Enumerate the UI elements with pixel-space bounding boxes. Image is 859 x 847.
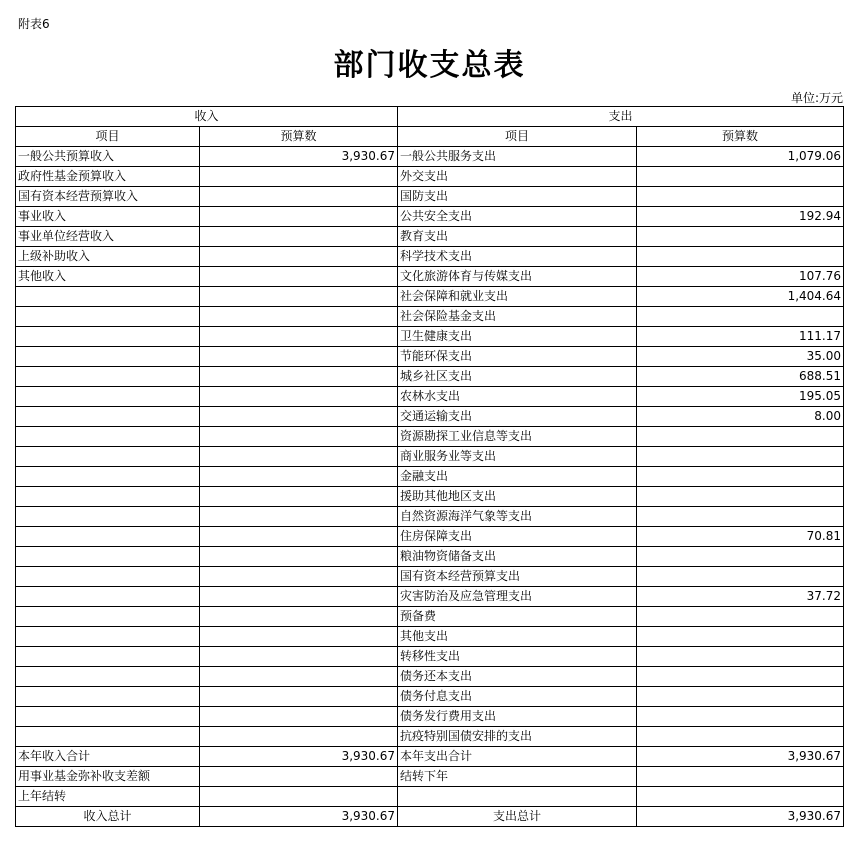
annex-label: 附表6 — [18, 17, 50, 31]
income-total-amount: 3,930.67 — [200, 807, 398, 827]
income-item-cell: 国有资本经营预算收入 — [16, 187, 200, 207]
expense-amount-cell: 1,404.64 — [637, 287, 844, 307]
expense-amount-cell — [637, 447, 844, 467]
income-amount-cell — [200, 647, 398, 667]
expense-amount-cell — [637, 247, 844, 267]
income-item-cell — [16, 707, 200, 727]
table-row — [16, 647, 844, 667]
income-item-cell — [16, 667, 200, 687]
expense-item-cell: 节能环保支出 — [398, 347, 637, 367]
expense-item-cell: 文化旅游体育与传媒支出 — [398, 267, 637, 287]
income-item-cell — [16, 387, 200, 407]
income-item-cell — [16, 487, 200, 507]
income-amount-cell — [200, 727, 398, 747]
table-row — [16, 507, 844, 527]
carry-over-row — [16, 787, 844, 807]
expense-item-cell: 债务还本支出 — [398, 667, 637, 687]
expense-amount-cell: 1,079.06 — [637, 147, 844, 167]
table-row — [16, 187, 844, 207]
expense-item-cell: 转移性支出 — [398, 647, 637, 667]
expense-item-cell: 灾害防治及应急管理支出 — [398, 587, 637, 607]
expense-section-header: 支出 — [398, 107, 844, 127]
income-section-header: 收入 — [16, 107, 398, 127]
income-item-cell — [16, 307, 200, 327]
expense-amount-cell — [637, 647, 844, 667]
table-row — [16, 727, 844, 747]
income-budget-header: 预算数 — [200, 127, 398, 147]
expense-amount-cell — [637, 767, 844, 787]
income-amount-cell — [200, 407, 398, 427]
income-item-cell — [16, 287, 200, 307]
income-subtotal-amount: 3,930.67 — [200, 747, 398, 767]
expense-item-cell: 科学技术支出 — [398, 247, 637, 267]
income-item-cell — [16, 527, 200, 547]
expense-item-cell: 资源勘探工业信息等支出 — [398, 427, 637, 447]
expense-amount-cell: 37.72 — [637, 587, 844, 607]
expense-item-cell: 债务发行费用支出 — [398, 707, 637, 727]
expense-item-cell: 粮油物资储备支出 — [398, 547, 637, 567]
page-title: 部门收支总表 — [333, 48, 526, 83]
income-amount-cell — [200, 307, 398, 327]
income-amount-cell — [200, 707, 398, 727]
expense-item-cell: 援助其他地区支出 — [398, 487, 637, 507]
table-row — [16, 467, 844, 487]
income-amount-cell — [200, 187, 398, 207]
expense-amount-cell — [637, 607, 844, 627]
expense-item-cell: 预备费 — [398, 607, 637, 627]
expense-total-label: 支出总计 — [398, 807, 637, 827]
table-row — [16, 707, 844, 727]
income-item-cell — [16, 687, 200, 707]
expense-amount-cell — [637, 187, 844, 207]
expense-amount-cell: 107.76 — [637, 267, 844, 287]
income-subtotal-label: 本年收入合计 — [16, 747, 200, 767]
expense-amount-cell: 195.05 — [637, 387, 844, 407]
income-amount-cell — [200, 607, 398, 627]
income-amount-cell — [200, 267, 398, 287]
income-amount-cell — [200, 547, 398, 567]
table-row — [16, 147, 844, 167]
table-row — [16, 567, 844, 587]
income-item-cell — [16, 607, 200, 627]
table-row — [16, 407, 844, 427]
expense-amount-cell: 111.17 — [637, 327, 844, 347]
expense-item-cell: 一般公共服务支出 — [398, 147, 637, 167]
expense-amount-cell: 688.51 — [637, 367, 844, 387]
expense-amount-cell — [637, 167, 844, 187]
expense-item-header: 项目 — [398, 127, 637, 147]
column-header-row — [16, 127, 844, 147]
income-item-cell: 政府性基金预算收入 — [16, 167, 200, 187]
expense-item-cell — [398, 787, 637, 807]
income-item-cell — [16, 647, 200, 667]
table-row — [16, 167, 844, 187]
income-item-cell: 其他收入 — [16, 267, 200, 287]
fund-balance-row — [16, 767, 844, 787]
income-item-cell — [16, 347, 200, 367]
expense-amount-cell — [637, 667, 844, 687]
expense-item-cell: 抗疫特别国债安排的支出 — [398, 727, 637, 747]
grand-total-row — [16, 807, 844, 827]
expense-item-cell: 交通运输支出 — [398, 407, 637, 427]
table-row — [16, 587, 844, 607]
table-row — [16, 347, 844, 367]
expense-item-cell: 其他支出 — [398, 627, 637, 647]
income-item-cell: 事业单位经营收入 — [16, 227, 200, 247]
expense-amount-cell — [637, 307, 844, 327]
table-row — [16, 687, 844, 707]
income-item-cell — [16, 467, 200, 487]
table-row — [16, 307, 844, 327]
income-item-cell — [16, 567, 200, 587]
subtotal-row — [16, 747, 844, 767]
income-amount-cell: 3,930.67 — [200, 147, 398, 167]
table-row — [16, 487, 844, 507]
income-amount-cell — [200, 427, 398, 447]
expense-item-cell: 外交支出 — [398, 167, 637, 187]
income-amount-cell — [200, 507, 398, 527]
income-amount-cell — [200, 467, 398, 487]
table-row — [16, 327, 844, 347]
income-item-cell: 事业收入 — [16, 207, 200, 227]
table-row — [16, 427, 844, 447]
budget-table — [15, 106, 844, 827]
income-item-header: 项目 — [16, 127, 200, 147]
table-row — [16, 547, 844, 567]
table-row — [16, 447, 844, 467]
expense-amount-cell: 192.94 — [637, 207, 844, 227]
income-amount-cell — [200, 367, 398, 387]
income-item-cell — [16, 327, 200, 347]
income-item-cell — [16, 627, 200, 647]
income-item-cell: 上年结转 — [16, 787, 200, 807]
table-row — [16, 667, 844, 687]
expense-item-cell: 公共安全支出 — [398, 207, 637, 227]
table-row — [16, 527, 844, 547]
expense-item-cell: 国防支出 — [398, 187, 637, 207]
expense-item-cell: 债务付息支出 — [398, 687, 637, 707]
income-amount-cell — [200, 487, 398, 507]
income-amount-cell — [200, 567, 398, 587]
table-row — [16, 247, 844, 267]
table-row — [16, 367, 844, 387]
table-row — [16, 207, 844, 227]
income-amount-cell — [200, 447, 398, 467]
expense-item-cell: 社会保险基金支出 — [398, 307, 637, 327]
income-amount-cell — [200, 767, 398, 787]
expense-amount-cell — [637, 727, 844, 747]
income-item-cell — [16, 507, 200, 527]
expense-item-cell: 国有资本经营预算支出 — [398, 567, 637, 587]
table-row — [16, 387, 844, 407]
expense-item-cell: 城乡社区支出 — [398, 367, 637, 387]
income-item-cell: 用事业基金弥补收支差额 — [16, 767, 200, 787]
table-row — [16, 267, 844, 287]
expense-amount-cell: 35.00 — [637, 347, 844, 367]
expense-amount-cell — [637, 787, 844, 807]
income-amount-cell — [200, 227, 398, 247]
income-amount-cell — [200, 247, 398, 267]
expense-amount-cell — [637, 227, 844, 247]
expense-amount-cell — [637, 467, 844, 487]
income-total-label: 收入总计 — [16, 807, 200, 827]
table-row — [16, 227, 844, 247]
income-amount-cell — [200, 167, 398, 187]
expense-amount-cell — [637, 507, 844, 527]
income-amount-cell — [200, 327, 398, 347]
expense-amount-cell — [637, 487, 844, 507]
expense-item-cell: 教育支出 — [398, 227, 637, 247]
income-item-cell: 一般公共预算收入 — [16, 147, 200, 167]
expense-item-cell: 卫生健康支出 — [398, 327, 637, 347]
income-item-cell — [16, 427, 200, 447]
expense-item-cell: 自然资源海洋气象等支出 — [398, 507, 637, 527]
income-amount-cell — [200, 347, 398, 367]
income-item-cell — [16, 587, 200, 607]
expense-subtotal-amount: 3,930.67 — [637, 747, 844, 767]
income-amount-cell — [200, 387, 398, 407]
expense-item-cell: 住房保障支出 — [398, 527, 637, 547]
table-row — [16, 287, 844, 307]
expense-total-amount: 3,930.67 — [637, 807, 844, 827]
expense-budget-header: 预算数 — [637, 127, 844, 147]
income-amount-cell — [200, 627, 398, 647]
income-amount-cell — [200, 287, 398, 307]
unit-label: 单位:万元 — [790, 91, 843, 105]
income-amount-cell — [200, 787, 398, 807]
income-item-cell — [16, 447, 200, 467]
expense-amount-cell — [637, 687, 844, 707]
section-header-row — [16, 107, 844, 127]
expense-amount-cell: 70.81 — [637, 527, 844, 547]
expense-item-cell: 商业服务业等支出 — [398, 447, 637, 467]
expense-amount-cell — [637, 547, 844, 567]
expense-item-cell: 社会保障和就业支出 — [398, 287, 637, 307]
income-amount-cell — [200, 587, 398, 607]
expense-amount-cell — [637, 427, 844, 447]
income-item-cell — [16, 727, 200, 747]
expense-amount-cell — [637, 707, 844, 727]
budget-table-body — [16, 107, 844, 827]
expense-amount-cell — [637, 567, 844, 587]
table-row — [16, 607, 844, 627]
expense-amount-cell — [637, 627, 844, 647]
income-item-cell: 上级补助收入 — [16, 247, 200, 267]
income-item-cell — [16, 367, 200, 387]
expense-item-cell: 农林水支出 — [398, 387, 637, 407]
income-amount-cell — [200, 687, 398, 707]
income-amount-cell — [200, 667, 398, 687]
income-amount-cell — [200, 207, 398, 227]
income-item-cell — [16, 407, 200, 427]
expense-amount-cell: 8.00 — [637, 407, 844, 427]
table-row — [16, 627, 844, 647]
income-item-cell — [16, 547, 200, 567]
expense-item-cell: 金融支出 — [398, 467, 637, 487]
expense-item-cell: 结转下年 — [398, 767, 637, 787]
income-amount-cell — [200, 527, 398, 547]
expense-subtotal-label: 本年支出合计 — [398, 747, 637, 767]
